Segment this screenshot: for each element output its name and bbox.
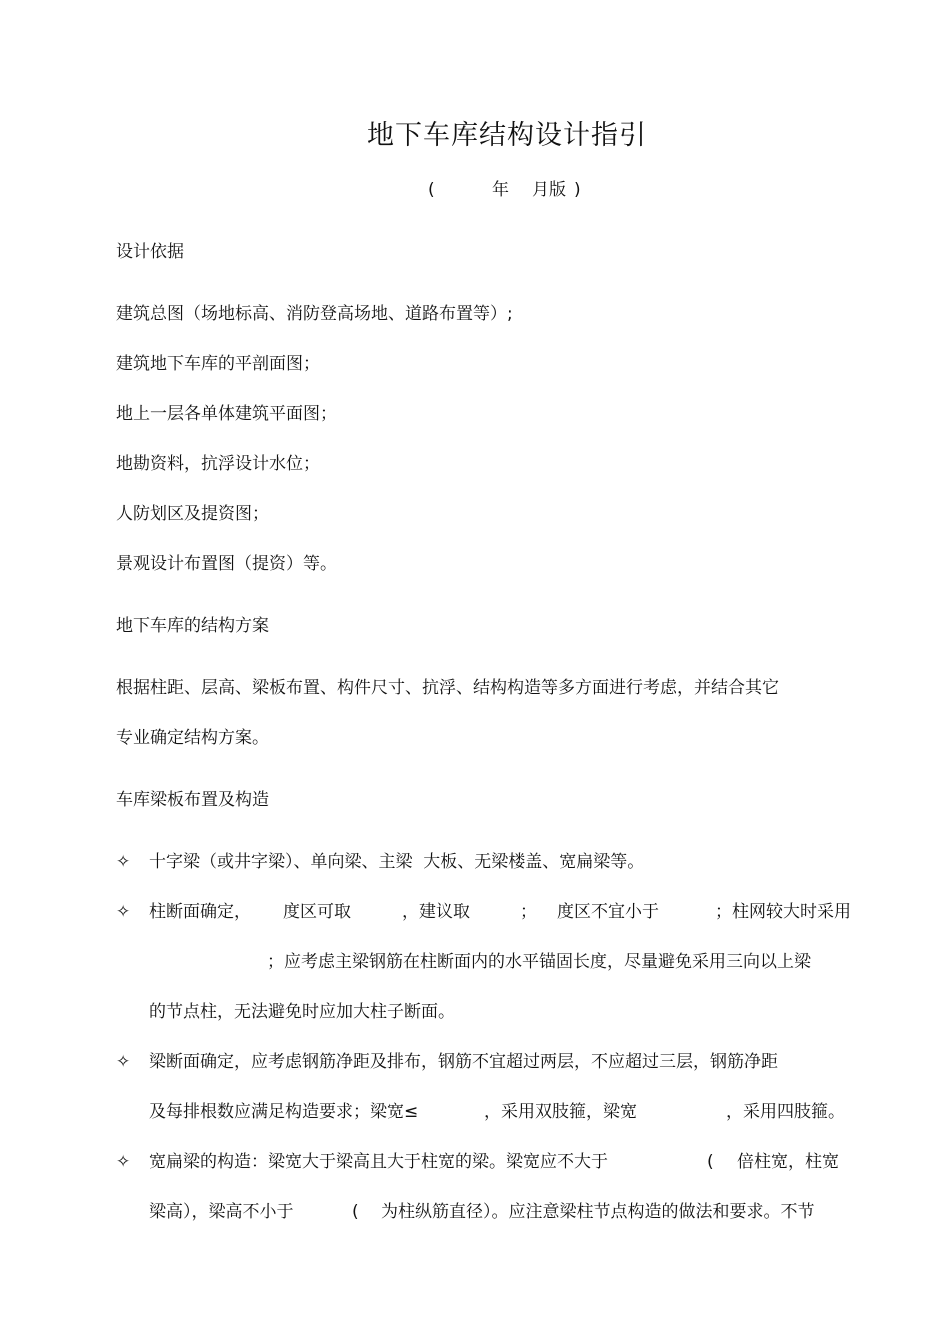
bullet-segment: ，采用双肢箍，梁宽 [484, 1102, 637, 1122]
list-item: 景观设计布置图（提资）等。 [116, 554, 337, 574]
bullet-icon: ✧ [116, 852, 131, 872]
section-heading-beam-slab: 车库梁板布置及构造 [116, 790, 269, 810]
bullet-segment: ，建议取 [402, 902, 470, 922]
subtitle-month-edition: 月版 [532, 180, 566, 200]
list-item: 地上一层各单体建筑平面图； [116, 404, 337, 424]
bullet-line: ；应考虑主梁钢筋在柱断面内的水平锚固长度，尽量避免采用三向以上梁 [267, 952, 811, 972]
bullet-line: 十字梁（或井字梁）、单向梁、主梁 大板、无梁楼盖、宽扁梁等。 [149, 852, 645, 872]
bullet-segment: 及每排根数应满足构造要求；梁宽≤ [149, 1102, 419, 1122]
paragraph-line: 根据柱距、层高、梁板布置、构件尺寸、抗浮、结构构造等多方面进行考虑，并结合其它 [116, 678, 779, 698]
bullet-icon: ✧ [116, 902, 131, 922]
bullet-segment: 度区不宜小于 [557, 902, 659, 922]
bullet-segment: 为柱纵筋直径）。应注意梁柱节点构造的做法和要求。不节 [381, 1202, 815, 1222]
bullet-icon: ✧ [116, 1052, 131, 1072]
bullet-segment: 宽扁梁的构造：梁宽大于梁高且大于柱宽的梁。梁宽应不大于 [149, 1152, 608, 1172]
bullet-segment: 度区可取 [283, 902, 351, 922]
bullet-segment: 柱断面确定， [149, 902, 251, 922]
bullet-segment: ；柱网较大时采用 [715, 902, 851, 922]
section-heading-design-basis: 设计依据 [116, 242, 184, 262]
list-item: 建筑总图（场地标高、消防登高场地、道路布置等）; [116, 304, 513, 324]
bullet-icon: ✧ [116, 1152, 131, 1172]
section-heading-structural-scheme: 地下车库的结构方案 [116, 616, 269, 636]
bullet-segment: ( [707, 1152, 714, 1172]
bullet-line: 的节点柱，无法避免时应加大柱子断面。 [149, 1002, 455, 1022]
bullet-segment: 倍柱宽，柱宽 [737, 1152, 839, 1172]
list-item: 地勘资料，抗浮设计水位； [116, 454, 320, 474]
subtitle-close-paren: ) [574, 180, 581, 200]
subtitle-open-paren: ( [428, 180, 435, 200]
bullet-segment: ，采用四肢箍。 [726, 1102, 845, 1122]
bullet-segment: ； [520, 902, 537, 922]
bullet-segment: ( [352, 1202, 359, 1222]
subtitle-year: 年 [492, 180, 509, 200]
list-item: 人防划区及提资图； [116, 504, 269, 524]
paragraph-line: 专业确定结构方案。 [116, 728, 269, 748]
page-title: 地下车库结构设计指引 [367, 120, 647, 151]
list-item: 建筑地下车库的平剖面图； [116, 354, 320, 374]
bullet-segment: 梁高），梁高不小于 [149, 1202, 294, 1222]
bullet-line: 梁断面确定，应考虑钢筋净距及排布，钢筋不宜超过两层，不应超过三层，钢筋净距 [149, 1052, 778, 1072]
